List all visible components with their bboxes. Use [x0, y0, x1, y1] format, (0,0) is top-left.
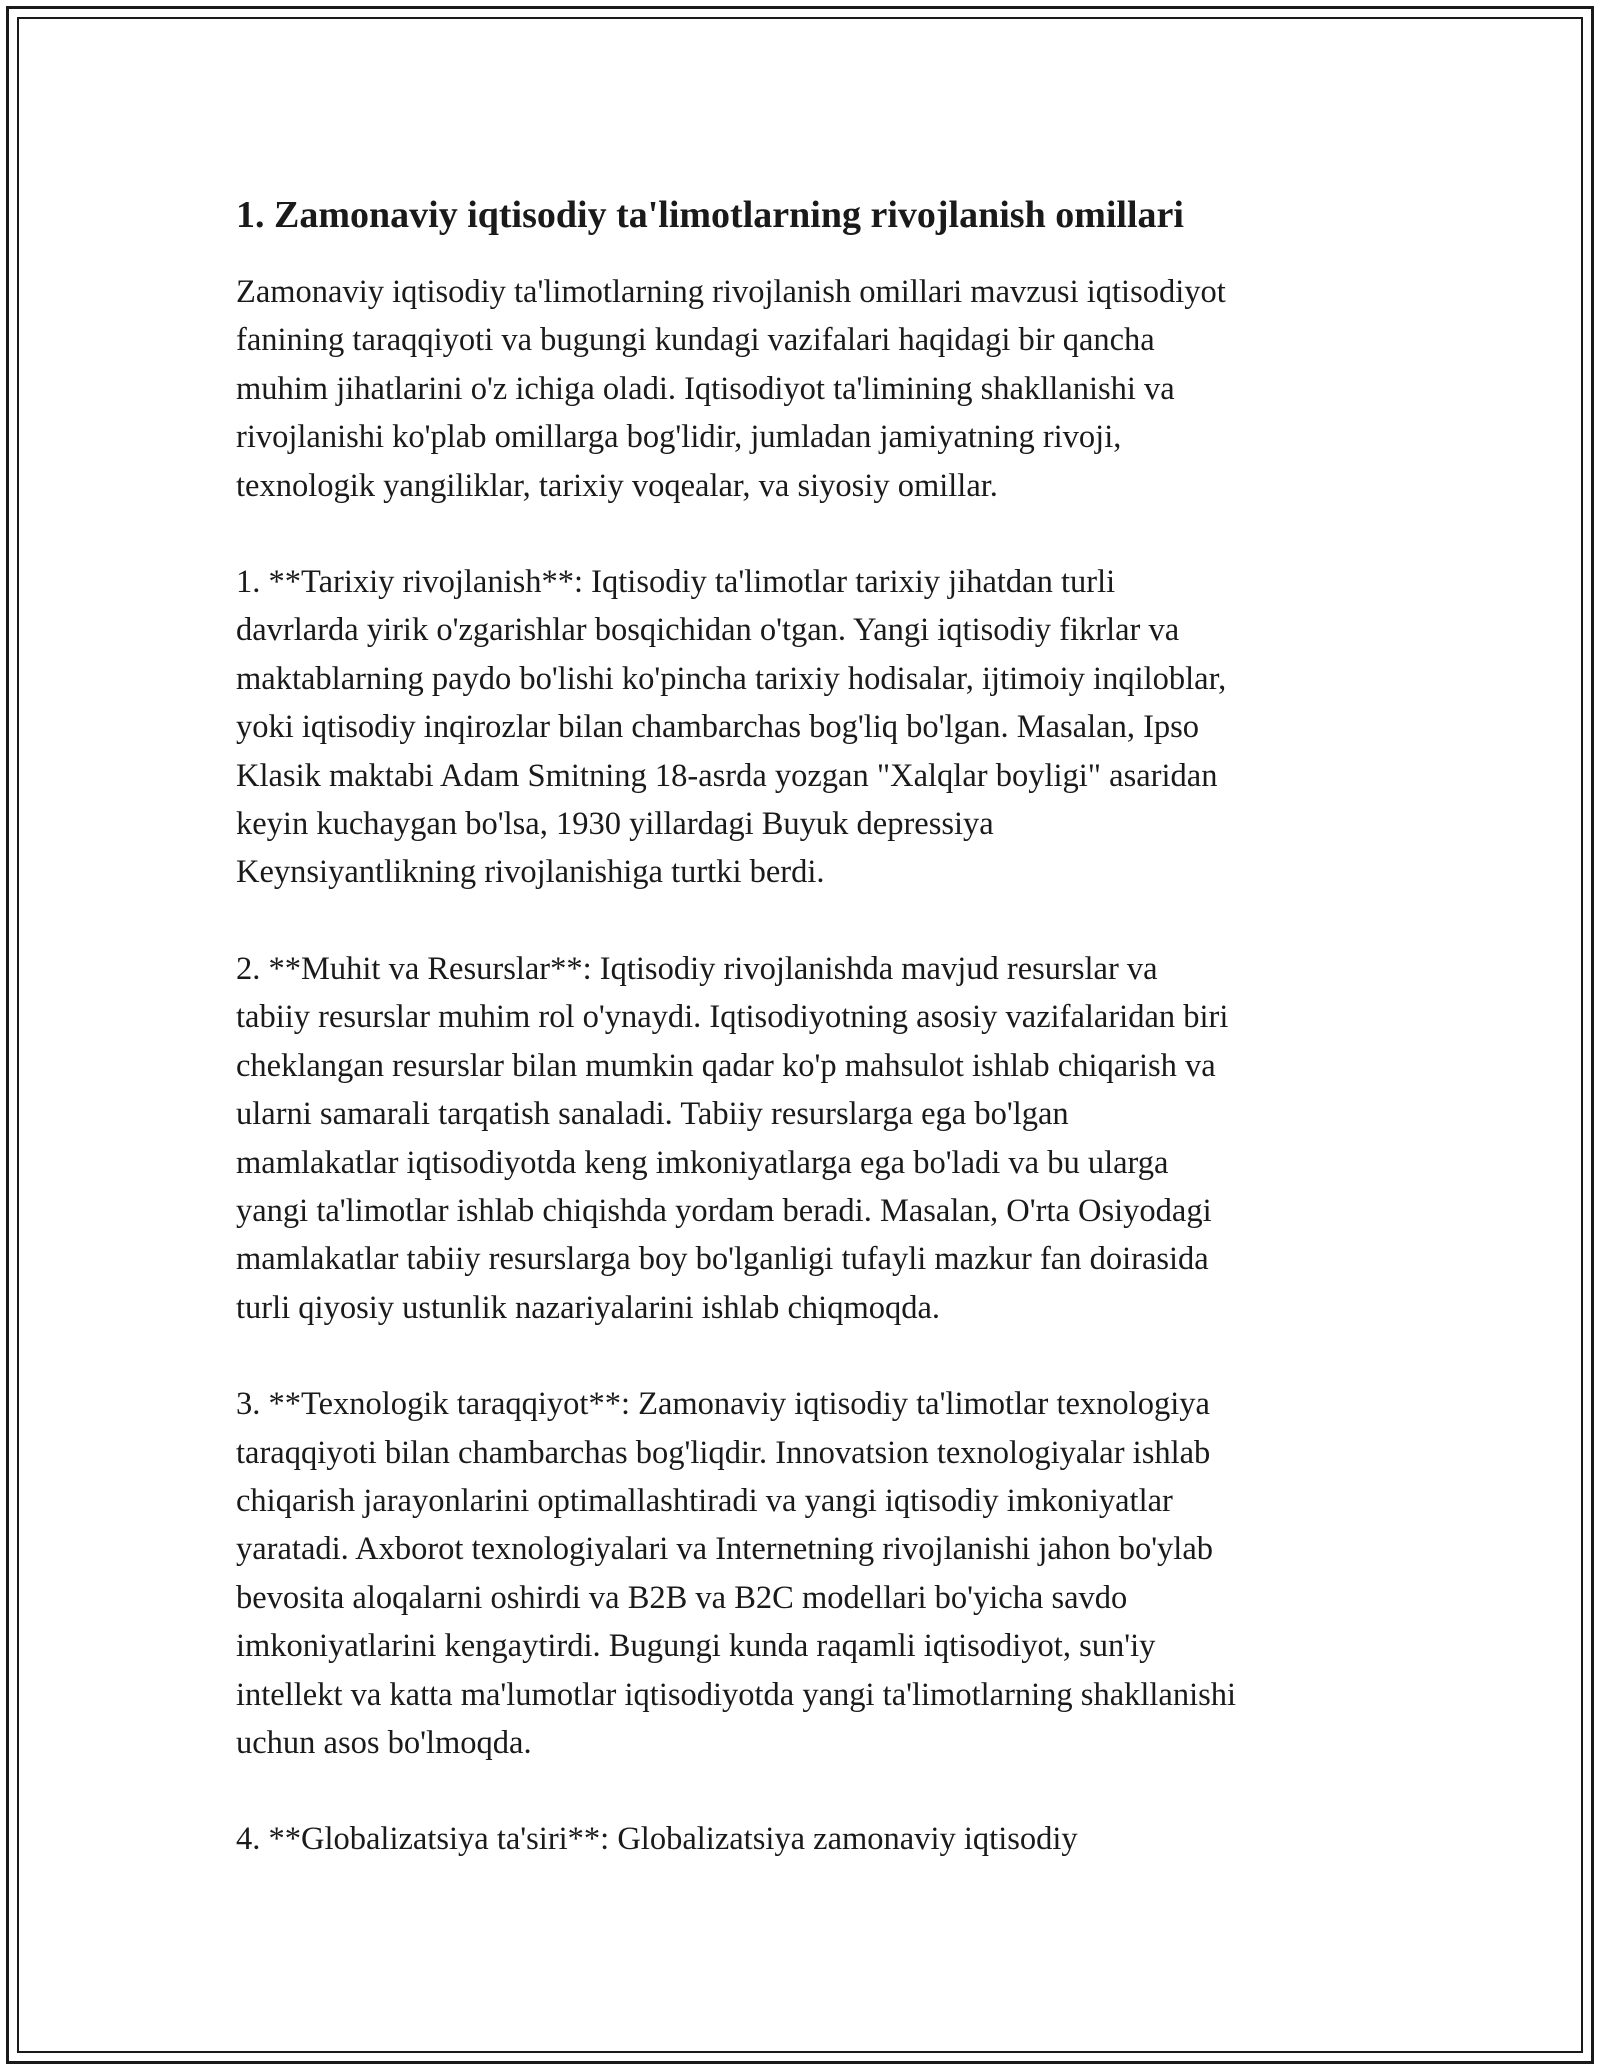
document-body [236, 185, 1376, 1912]
paragraph-technological-progress: 3. **Texnologik taraqqiyot**: Zamonaviy iqtisodiy ta'limotlar texnologiya taraqqiyoti bilan chambarchas bog'liqdir. Innovatsion texnologiyalar ishlab chiqarish jarayonlarini optimallashtiradi va yangi iqtisodiy imkoniyatlar yaratadi. Axborot texnologiyalari va Internetning rivojlanishi jahon bo'ylab bevosita aloqalarni oshirdi va B2B va B2C modellari bo'yicha savdo imkoniyatlarini kengaytirdi. Bugungi kunda raqamli iqtisodiyot, sun'iy intellekt va katta ma'lumotlar iqtisodiyotda yangi ta'limotlarning shakllanishi uchun asos bo'lmoqda. [236, 1386, 1237, 1761]
paragraph-historical-development: 1. **Tarixiy rivojlanish**: Iqtisodiy ta'limotlar tarixiy jihatdan turli davrlarda yirik o'zgarishlar bosqichidan o'tgan. Yangi iqtisodiy fikrlar va maktablarning paydo bo'lishi ko'pincha tarixiy hodisalar, ijtimoiy inqiloblar, yoki iqtisodiy inqirozlar bilan chambarchas bog'liq bo'lgan. Masalan, Ipso Klasik maktabi Adam Smitning 18-asrda yozgan "Xalqlar boyligi" asaridan keyin kuchaygan bo'lsa, 1930 yillardagi Buyuk depressiya Keynsiyantlikning rivojlanishiga turtki berdi. [236, 564, 1227, 891]
document-title: 1. Zamonaviy iqtisodiy ta'limotlarning rivojlanish omillari [236, 194, 1184, 236]
paragraph-intro: Zamonaviy iqtisodiy ta'limotlarning rivojlanish omillari mavzusi iqtisodiyot fanining taraqqiyoti va bugungi kundagi vazifalari haqidagi bir qancha muhim jihatlarini o'z ichiga oladi. Iqtisodiyot ta'limining shakllanishi va rivojlanishi ko'plab omillarga bog'lidir, jumladan jamiyatning rivoji, texnologik yangiliklar, tarixiy voqealar, va siyosiy omillar. [236, 274, 1226, 504]
paragraph-globalization: 4. **Globalizatsiya ta'siri**: Globalizatsiya zamonaviy iqtisodiy [236, 1821, 1078, 1858]
paragraph-environment-resources: 2. **Muhit va Resurslar**: Iqtisodiy rivojlanishda mavjud resurslar va tabiiy resurslar muhim rol o'ynaydi. Iqtisodiyotning asosiy vazifalaridan biri cheklangan resurslar bilan mumkin qadar ko'p mahsulot ishlab chiqarish va ularni samarali tarqatish sanaladi. Tabiiy resurslarga ega bo'lgan mamlakatlar iqtisodiyotda keng imkoniyatlarga ega bo'ladi va bu ularga yangi ta'limotlar ishlab chiqishda yordam beradi. Masalan, O'rta Osiyodagi mamlakatlar tabiiy resurslarga boy bo'lganligi tufayli mazkur fan doirasida turli qiyosiy ustunlik nazariyalarini ishlab chiqmoqda. [236, 950, 1229, 1326]
